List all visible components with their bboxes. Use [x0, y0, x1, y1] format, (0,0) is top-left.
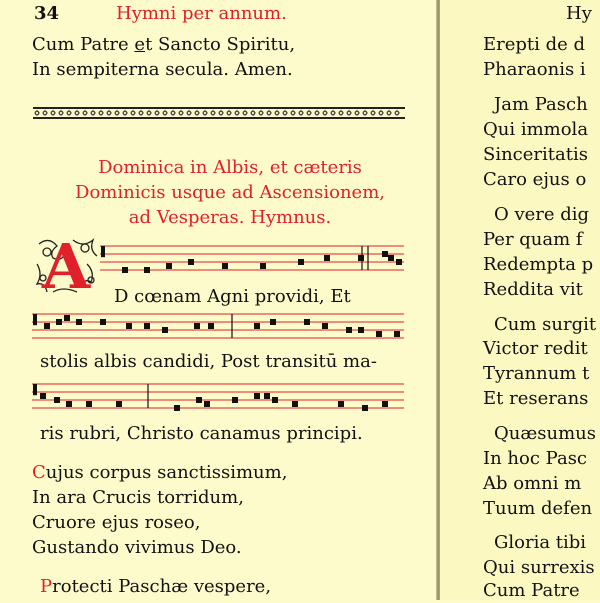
ornament-scroll: [387, 111, 391, 115]
hymn-title-line-3: ad Vesperas. Hymnus.: [128, 207, 332, 228]
ornament-scroll: [203, 111, 207, 115]
right-line: Reddita vit: [483, 279, 583, 300]
neume: [358, 255, 364, 261]
right-line: Redempta p: [483, 254, 594, 275]
ornament-scroll: [115, 111, 119, 115]
ornament-scroll: [243, 111, 247, 115]
right-line: Erepti de d: [483, 34, 586, 55]
stanza-2-line-2: In ara Crucis torridum,: [32, 487, 244, 508]
stanza-2-line-4: Gustando vivimus Deo.: [32, 537, 242, 558]
neume: [382, 401, 388, 407]
ornament-scroll: [171, 111, 175, 115]
ornament-scroll: [107, 111, 111, 115]
neume: [304, 319, 310, 325]
ornament-scroll: [251, 111, 255, 115]
neume: [76, 319, 82, 325]
neume: [40, 393, 46, 399]
ornament-scroll: [347, 111, 351, 115]
right-line: O vere dig: [494, 204, 590, 225]
stanza-2-line-1: Cujus corpus sanctissimum,: [32, 462, 288, 483]
right-line: In hoc Pasc: [483, 448, 588, 469]
ornament-scroll: [371, 111, 375, 115]
ornament-scroll: [315, 111, 319, 115]
neume: [232, 397, 238, 403]
ornament-scroll: [67, 111, 71, 115]
ornament-scroll: [219, 111, 223, 115]
ornament-scroll: [379, 111, 383, 115]
clef-mark: [101, 246, 105, 257]
neume: [376, 331, 382, 337]
neume: [174, 405, 180, 411]
neume: [100, 319, 106, 325]
stanza-2-line-3: Cruore ejus roseo,: [32, 512, 201, 533]
neume: [64, 315, 70, 321]
neume: [44, 323, 50, 329]
ornament-scroll: [75, 111, 79, 115]
hymn-title-line-2: Dominicis usque ad Ascensionem,: [75, 182, 385, 203]
stanza-3-line-1: Protecti Paschæ vespere,: [40, 576, 272, 597]
running-head: Hymni per annum.: [116, 3, 287, 24]
clef-mark: [33, 314, 37, 325]
neume: [66, 401, 72, 407]
neume: [346, 327, 352, 333]
neume: [338, 401, 344, 407]
right-line: Et reserans: [483, 388, 589, 409]
doxology-line-1: Cum Patre et Sancto Spiritu,: [32, 34, 296, 55]
neume: [222, 263, 228, 269]
neume: [260, 263, 266, 269]
chant-lyric-2: stolis albis candidi, Post transitū ma-: [40, 351, 377, 372]
music-staff-2: [32, 308, 404, 348]
right-line: Gloria tibi: [494, 532, 587, 553]
neume: [126, 323, 132, 329]
ornament-scroll: [99, 111, 103, 115]
ornament-scroll: [227, 111, 231, 115]
ornament-scroll: [235, 111, 239, 115]
right-line: Per quam f: [483, 229, 583, 250]
right-line: Qui immola: [483, 119, 589, 140]
right-line: Jam Pasch: [494, 94, 588, 115]
right-line: Tuum defen: [483, 498, 593, 519]
neume: [188, 259, 194, 265]
neume: [382, 251, 388, 257]
chant-lyric-1: D cœnam Agni providi, Et: [114, 286, 351, 307]
ornament-scroll: [163, 111, 167, 115]
ornament-scroll: [139, 111, 143, 115]
music-staff-1: [100, 240, 404, 280]
clef-mark: [33, 384, 37, 395]
neume: [194, 323, 200, 329]
ornament-scroll: [43, 111, 47, 115]
ornament-scroll: [275, 111, 279, 115]
right-line: Sinceritatis: [483, 144, 588, 165]
ornament-scroll: [123, 111, 127, 115]
right-running-head: Hy: [566, 3, 592, 24]
ornament-scroll: [283, 111, 287, 115]
ornament-scroll: [155, 111, 159, 115]
neume: [56, 319, 62, 325]
chant-lyric-3: ris rubri, Christo canamus principi.: [40, 423, 363, 444]
right-line: Pharaonis i: [483, 59, 586, 80]
neume: [54, 397, 60, 403]
neume: [388, 255, 394, 261]
ornament-scroll: [179, 111, 183, 115]
neume: [396, 259, 402, 265]
ornament-scroll: [259, 111, 263, 115]
ornament-scroll: [331, 111, 335, 115]
neume: [270, 319, 276, 325]
neume: [292, 401, 298, 407]
right-line: Tyrannum t: [483, 363, 590, 384]
ornament-scroll: [267, 111, 271, 115]
ornament-scroll: [83, 111, 87, 115]
ornament-scroll: [59, 111, 63, 115]
right-line: Caro ejus o: [483, 169, 587, 190]
neume: [116, 401, 122, 407]
neume: [122, 267, 128, 273]
ornament-scroll: [211, 111, 215, 115]
right-line: Qui surrexis: [483, 557, 595, 578]
decorated-initial: [33, 230, 99, 303]
neume: [144, 267, 150, 273]
initial-letter: A: [41, 230, 91, 303]
doxology-line-2: In sempiterna secula. Amen.: [32, 59, 293, 80]
ornament-divider: [33, 106, 405, 120]
right-line: Ab omni m: [483, 473, 582, 494]
ornament-scroll: [339, 111, 343, 115]
neume: [298, 259, 304, 265]
ornament-scroll: [291, 111, 295, 115]
ornament-scroll: [35, 111, 39, 115]
neume: [254, 393, 260, 399]
ornament-scroll: [195, 111, 199, 115]
ornament-scroll: [187, 111, 191, 115]
right-line: Victor redit: [483, 338, 588, 359]
ornament-scroll: [91, 111, 95, 115]
neume: [324, 255, 330, 261]
ornament-scroll: [395, 111, 399, 115]
page-number: 34: [34, 3, 60, 24]
ornament-scroll: [51, 111, 55, 115]
ornament-scroll: [307, 111, 311, 115]
ornament-scroll: [131, 111, 135, 115]
neume: [204, 401, 210, 407]
ornament-scroll: [323, 111, 327, 115]
neume: [144, 323, 150, 329]
neume: [394, 331, 400, 337]
neume: [254, 323, 260, 329]
neume: [358, 327, 364, 333]
neume: [86, 401, 92, 407]
neume: [362, 405, 368, 411]
neume: [166, 263, 172, 269]
neume: [196, 397, 202, 403]
neume: [272, 397, 278, 403]
right-line: Quæsumus: [494, 423, 596, 444]
ornament-scroll: [147, 111, 151, 115]
right-line: Cum Patre: [483, 580, 580, 601]
hymn-title-line-1: Dominica in Albis, et cæteris: [98, 157, 362, 178]
music-staff-3: [32, 378, 404, 418]
neume: [162, 327, 168, 333]
neume: [264, 393, 270, 399]
right-line: Cum surgit: [494, 314, 597, 335]
ornament-scroll: [363, 111, 367, 115]
ornament-scroll: [355, 111, 359, 115]
ornament-scroll: [299, 111, 303, 115]
neume: [322, 323, 328, 329]
neume: [208, 323, 214, 329]
